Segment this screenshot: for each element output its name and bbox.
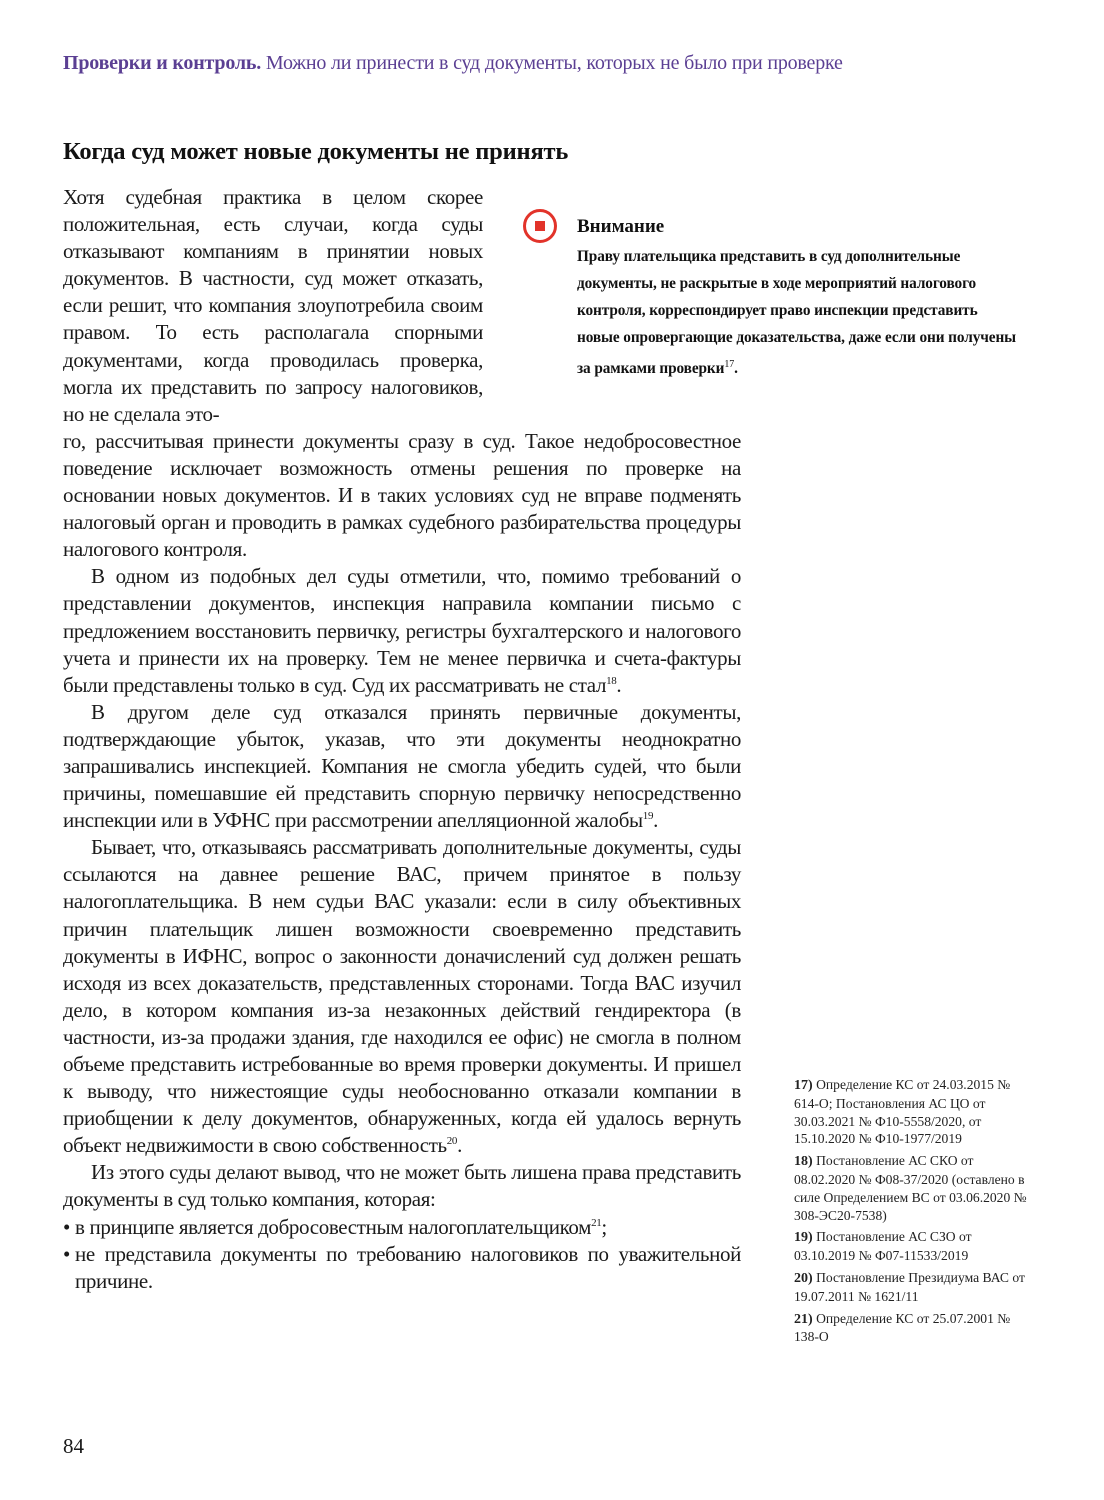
footnote-number: 20): [794, 1270, 813, 1286]
footnote: 20) Постановление Президиума ВАС от 19.07.2011 № 1621/11: [794, 1269, 1025, 1304]
running-header: [63, 52, 843, 75]
section-title: Когда суд может новые документы не принять: [63, 138, 569, 165]
footnote-number: 19): [794, 1230, 813, 1246]
footnote-ref[interactable]: 18: [606, 674, 617, 687]
callout-title: Внимание: [577, 216, 665, 237]
paragraph: В другом деле суд отказался принять первичные документы, подтверждающие убыток, указав, что эти документы неоднократно запрашивались инспекцией. Компания не смогла убедить судей, что были причины, помешавшие ей представить спорную первичку непосредственно инспекции или в УФНС при рассмотрении апелляционной жалобы$^{19}$.: [63, 699, 741, 833]
footnotes: [794, 1076, 1034, 1350]
footnote-ref[interactable]: 17: [724, 359, 735, 370]
callout-text: Праву плательщика представить в суд дополнительные документы, не раскрытые в ходе мероприятий налогового контроля, корреспондирует право инспекции представить новые опровергающие доказательства, даже если они получены за рамками проверки$^{17}$.: [577, 248, 1017, 378]
footnote: 18) Постановление АС СКО от 08.02.2020 № Ф08-37/2020 (оставлено в силе Определением ВС от 03.06.2020 № 308-ЭС20-7538): [794, 1153, 1027, 1223]
footnote-number: 17): [794, 1078, 813, 1093]
paragraph: Бывает, что, отказываясь рассматривать дополнительные документы, суды ссылаются на давнее решение ВАС, причем принятое в пользу налогоплательщика. В нем судьи ВАС указали: если в силу объективных причин плательщик лишен возможности своевременно представить документы в ИФНС, вопрос о законности доначислений суд должен решать исходя из всех доказательств, представленных сторонами. Тогда ВАС изучил дело, в котором компания из-за незаконных действий гендиректора (в частности, из-за продажи здания, где находился ее офис) не смогла в полном объеме представить истребованные во время проверки документы. И пришел к выводу, что нижестоящие суды необоснованно отказали компании в приобщении к делу документов, обнаруженных, когда ей удалось вернуть объект недвижимости в свою собственность$^{20}$.: [63, 835, 741, 1158]
article-body: [63, 184, 741, 1295]
page-number: 84: [63, 1434, 84, 1458]
list-item: • в принципе является добросовестным налогоплательщиком$^{21}$;: [63, 1214, 741, 1241]
paragraph-intro-continued: го, рассчитывая принести документы сразу в суд. Такое недобросовестное поведение исключает возможность отмены решения по проверке на основании новых документов. И в таких условиях суд не вправе подменять налоговый орган и проводить в рамках судебного разбирательства процедуры налогового контроля.: [63, 428, 741, 562]
footnote: 21) Определение КС от 25.07.2001 № 138-О: [794, 1310, 1011, 1345]
footnote-ref[interactable]: 21: [591, 1216, 602, 1229]
footnote-ref[interactable]: 19: [642, 810, 654, 823]
paragraph-intro-wrapped: Хотя судебная практика в целом скорее положительная, есть случаи, когда суды отказывают компаниям в принятии новых документов. В частности, суд может отказать, если решит, что компания злоупотребила своим правом. То есть располагала спорными документами, когда проводилась проверка, могла их представить по запросу налоговиков, но не сделала это-: [63, 185, 483, 426]
running-header-subtitle: Можно ли принести в суд документы, которых не было при проверке: [261, 52, 843, 74]
callout-body: Праву плательщика представить в суд дополнительные документы, не раскрытые в ходе мероприятий налогового контроля, корреспондирует право инспекции представить новые опровергающие доказательства, даже если они получены за рамками проверки: [577, 248, 1017, 378]
paragraph: Из этого суды делают вывод, что не может быть лишена права представить документы в суд только компания, которая:: [63, 1160, 741, 1212]
footnote-number: 18): [794, 1154, 813, 1170]
footnote: 17) Определение КС от 24.03.2015 № 614-О; Постановления АС ЦО от 30.03.2021 № Ф10-5558/2020, от 15.10.2020 № Ф10-1977/2019: [794, 1077, 1011, 1147]
list-item: • не представила документы по требованию налоговиков по уважительной причине.: [63, 1241, 741, 1295]
footnote-ref[interactable]: 20: [446, 1135, 458, 1148]
paragraph: В одном из подобных дел суды отметили, что, помимо требований о представлении документов, инспекция направила компании письмо с предложением восстановить первичку, регистры бухгалтерского и налогового учета и принести их на проверку. Тем не менее первичка и счета-фактуры были представлены только в суд. Суд их рассматривать не стал$^{18}$.: [63, 564, 741, 697]
footnote: 19) Постановление АС СЗО от 03.10.2019 № Ф07-11533/2019: [794, 1229, 972, 1264]
footnote-number: 21): [794, 1311, 813, 1327]
running-header-section: Проверки и контроль.: [63, 52, 262, 74]
conditions-list: [63, 1214, 741, 1295]
